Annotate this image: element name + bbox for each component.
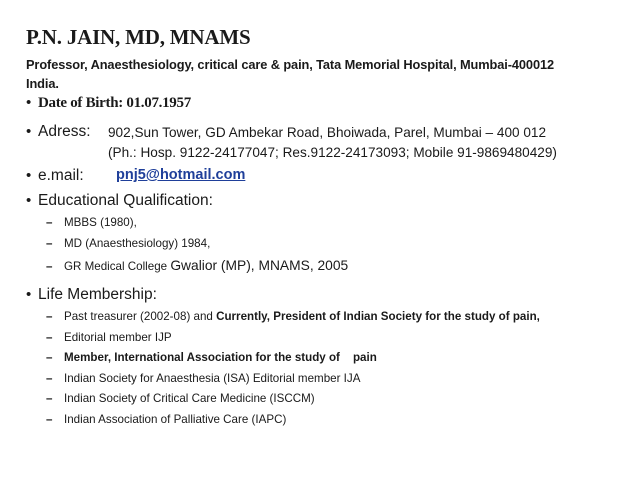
education-heading-row	[26, 192, 213, 210]
address-line-2: (Ph.: Hosp. 9122-24177047; Res.9122-24173093; Mobile 91-9869480429)	[108, 145, 557, 160]
membership-item-text: Past treasurer (2002-08) and	[64, 310, 217, 323]
bullet-icon: •	[26, 286, 32, 303]
education-item-text: MD (Anaesthesiology) 1984,	[64, 237, 211, 250]
list-item	[46, 392, 315, 405]
membership-item-text: Indian Association of Palliative Care (IAPC)	[64, 413, 287, 426]
dash-icon: –	[46, 216, 53, 229]
designation-line: Professor, Anaesthesiology, critical care & pain, Tata Memorial Hospital, Mumbai-400012	[26, 57, 555, 72]
address-line-1: 902,Sun Tower, GD Ambekar Road, Bhoiwada, Parel, Mumbai – 400 012	[108, 125, 547, 140]
list-item	[46, 310, 540, 323]
membership-item-text: Editorial member IJP	[64, 331, 172, 344]
dob-row	[26, 95, 191, 112]
address-row	[26, 123, 91, 141]
membership-item-text-tail: pain	[352, 351, 377, 364]
list-item	[46, 351, 377, 364]
bullet-icon: •	[26, 95, 31, 111]
list-item	[46, 258, 348, 273]
bullet-icon: •	[26, 192, 32, 209]
education-item-text: MBBS (1980),	[64, 216, 137, 229]
dash-icon: –	[46, 310, 53, 323]
dash-icon: –	[46, 392, 53, 405]
dash-icon: –	[46, 331, 53, 344]
email-row	[26, 167, 84, 185]
dash-icon: –	[46, 351, 53, 364]
membership-item-text-bold: Currently, President of Indian Society for the study of pain,	[216, 310, 540, 323]
list-item	[46, 216, 137, 229]
membership-heading-row	[26, 286, 157, 304]
dash-icon: –	[46, 260, 53, 273]
list-item	[46, 413, 286, 426]
bullet-icon: •	[26, 123, 32, 140]
dash-icon: –	[46, 413, 53, 426]
membership-item-text: Indian Society of Critical Care Medicine (ISCCM)	[64, 392, 315, 405]
designation-country: India.	[26, 76, 59, 91]
list-item	[46, 372, 360, 385]
list-item	[46, 331, 172, 344]
membership-item-text: Indian Society for Anaesthesia (ISA) Editorial member IJA	[64, 372, 361, 385]
membership-heading: Life Membership:	[38, 286, 157, 303]
list-item	[46, 237, 210, 250]
dash-icon: –	[46, 237, 53, 250]
address-label: Adress:	[38, 123, 91, 140]
dash-icon: –	[46, 372, 53, 385]
dob-text: Date of Birth: 01.07.1957	[38, 95, 191, 111]
email-label: e.mail:	[38, 167, 84, 184]
membership-item-text-bold: Member, International Association for the study of	[64, 351, 340, 364]
email-link[interactable]: pnj5@hotmail.com	[116, 167, 246, 183]
education-heading: Educational Qualification:	[38, 192, 213, 209]
bullet-icon: •	[26, 167, 32, 184]
education-item-text: GR Medical College	[64, 260, 171, 273]
education-item-text-large: Gwalior (MP), MNAMS, 2005	[170, 258, 349, 273]
page-title: P.N. JAIN, MD, MNAMS	[26, 25, 251, 49]
